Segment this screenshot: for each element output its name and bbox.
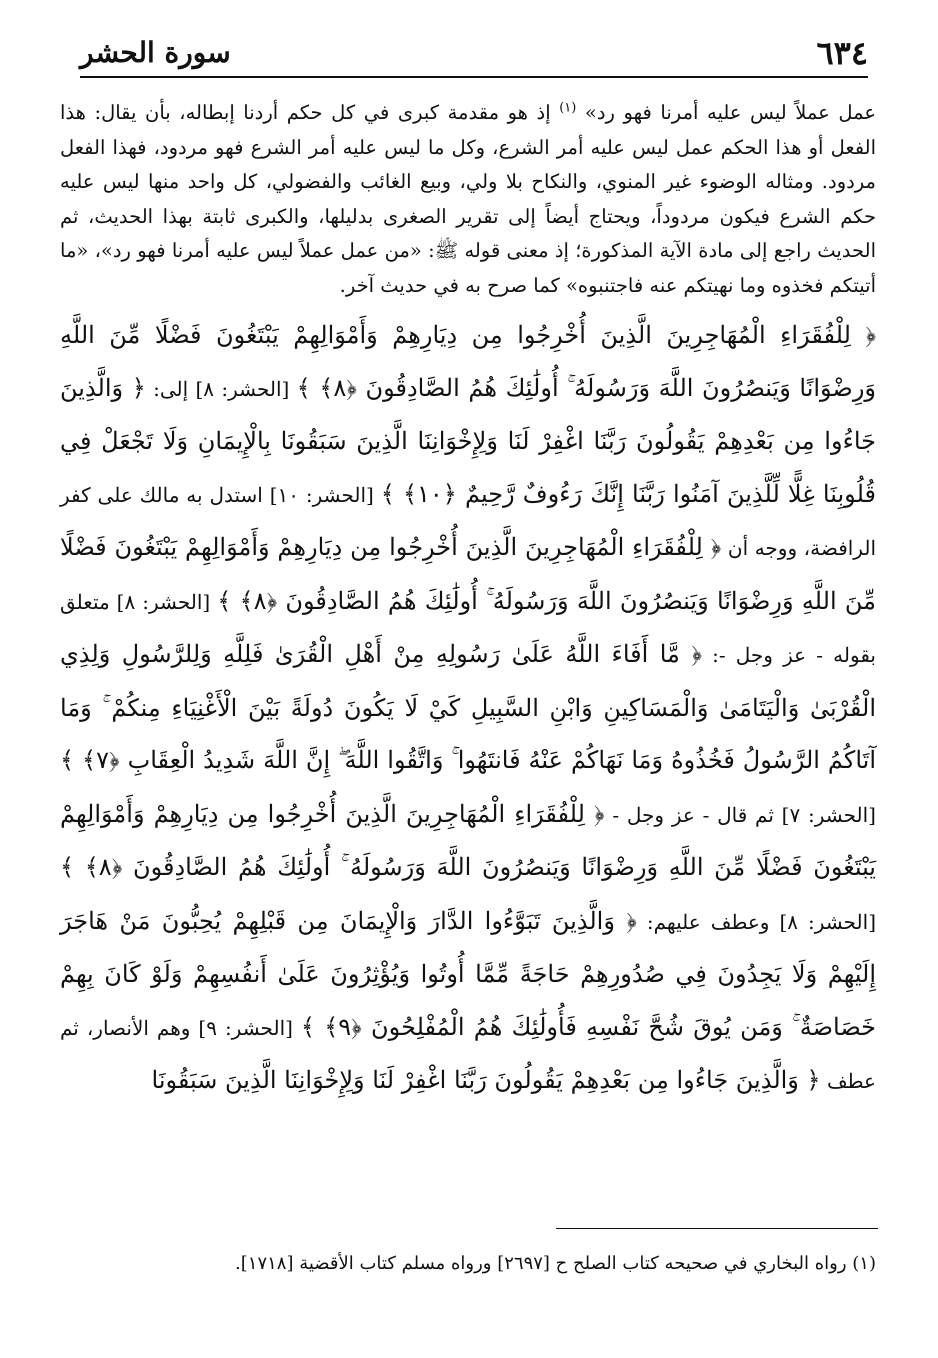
prose-text: عمل عملاً ليس عليه أمرنا فهو رد» (576, 101, 877, 124)
quran-verse: ﴿ وَالَّذِينَ جَاءُوا مِن بَعْدِهِمْ يَقُولُونَ رَبَّنَا اغْفِرْ لَنَا وَلِإِخْوَانِنَا الَّذِينَ سَبَقُونَا (151, 1066, 821, 1094)
quran-verse: ﴿ وَالَّذِينَ جَاءُوا مِن بَعْدِهِمْ يَقُولُونَ رَبَّنَا اغْفِرْ لَنَا وَلِإِخْوَانِنَا الَّذِينَ سَبَقُونَا بِالْإِيمَانِ وَلَا تَجْعَلْ فِي قُلُوبِنَا غِلًّا لِّلَّذِينَ آمَنُوا رَبَّنَا إِنَّكَ رَءُوفٌ رَّحِيمٌ ﴿١٠﴾ ﴾ (60, 373, 876, 508)
page-header (80, 30, 868, 78)
page-number: ٦٣٤ (816, 34, 868, 72)
header-rule (80, 76, 868, 78)
prose-text: إذ هو مقدمة كبرى في كل حكم أردنا إبطاله، بأن يقال: هذا الفعل أو هذا الحكم عمل ليس عليه أمر الشرع، وكل ما ليس عليه أمر الشرع فهو مردود، فهذا الفعل مردود. ومثاله الوضوء غير المنوي، والنكاح بلا ولي، وبيع الغائب والفضولي، كل واحد منها ليس عليه حكم الشرع فيكون مردوداً، ويحتاج أيضاً إلى تقرير الصغرى بدليلها، والكبرى ثابتة بهذا الحديث، ثم الحديث راجع إلى مادة الآية المذكورة؛ إذ معنى قوله ﷺ: «من عمل عملاً ليس عليه أمرنا فهو رد»، «ما أتيتكم فخذوه وما نهيتكم عنه فاجتنبوه» كما صرح به في حديث آخر. (60, 101, 876, 297)
quran-verse: ﴿ لِلْفُقَرَاءِ الْمُهَاجِرِينَ الَّذِينَ أُخْرِجُوا مِن دِيَارِهِمْ وَأَمْوَالِهِمْ يَبْتَغُونَ فَضْلًا مِّنَ اللَّهِ وَرِضْوَانًا وَيَنصُرُونَ اللَّهَ وَرَسُولَهُ ۚ أُولَٰئِكَ هُمُ الصَّادِقُونَ ﴿٨﴾ ﴾ (60, 321, 876, 402)
verse-reference: [الحشر: ٨] وعطف عليهم: (636, 909, 877, 934)
quran-verse: ﴿ لِلْفُقَرَاءِ الْمُهَاجِرِينَ الَّذِينَ أُخْرِجُوا مِن دِيَارِهِمْ وَأَمْوَالِهِمْ يَبْتَغُونَ فَضْلًا مِّنَ اللَّهِ وَرِضْوَانًا وَيَنصُرُونَ اللَّهَ وَرَسُولَهُ ۚ أُولَٰئِكَ هُمُ الصَّادِقُونَ ﴿٨﴾ ﴾ (60, 533, 876, 615)
footnote: (١) رواه البخاري في صحيحه كتاب الصلح ح [٢٦٩٧] ورواه مسلم كتاب الأقضية [١٧١٨]. (235, 1253, 876, 1274)
quran-commentary-paragraph (60, 309, 876, 1108)
verse-reference: [الحشر: ٧] ثم قال - عز وجل - (604, 802, 876, 827)
commentary-paragraph (60, 96, 876, 303)
quran-verse: ﴿ لِلْفُقَرَاءِ الْمُهَاجِرِينَ الَّذِينَ أُخْرِجُوا مِن دِيَارِهِمْ وَأَمْوَالِهِمْ يَبْتَغُونَ فَضْلًا مِّنَ اللَّهِ وَرِضْوَانًا وَيَنصُرُونَ اللَّهَ وَرَسُولَهُ ۚ أُولَٰئِكَ هُمُ الصَّادِقُونَ ﴿٨﴾ ﴾ (60, 799, 876, 881)
verse-reference: [الحشر: ٨] متعلق بقوله - عز وجل -: (60, 589, 876, 667)
quran-verse: ﴿ مَّا أَفَاءَ اللَّهُ عَلَىٰ رَسُولِهِ مِنْ أَهْلِ الْقُرَىٰ فَلِلَّهِ وَلِلرَّسُولِ وَلِذِي الْقُرْبَىٰ وَالْيَتَامَىٰ وَالْمَسَاكِينِ وَابْنِ السَّبِيلِ كَيْ لَا يَكُونَ دُولَةً بَيْنَ الْأَغْنِيَاءِ مِنكُمْ ۚ وَمَا آتَاكُمُ الرَّسُولُ فَخُذُوهُ وَمَا نَهَاكُمْ عَنْهُ فَانتَهُوا ۚ وَاتَّقُوا اللَّهَ ۖ إِنَّ اللَّهَ شَدِيدُ الْعِقَابِ ﴿٧﴾ ﴾ (60, 640, 876, 774)
running-title: سورة الحشر (80, 36, 231, 69)
verse-reference: [الحشر: ٩] وهم الأنصار، ثم عطف (60, 1015, 876, 1093)
quran-verse: ﴿ وَالَّذِينَ تَبَوَّءُوا الدَّارَ وَالْإِيمَانَ مِن قَبْلِهِمْ يُحِبُّونَ مَنْ هَاجَرَ إِلَيْهِمْ وَلَا يَجِدُونَ فِي صُدُورِهِمْ حَاجَةً مِّمَّا أُوتُوا وَيُؤْثِرُونَ عَلَىٰ أَنفُسِهِمْ وَلَوْ كَانَ بِهِمْ خَصَاصَةٌ ۚ وَمَن يُوقَ شُحَّ نَفْسِهِ فَأُولَٰئِكَ هُمُ الْمُفْلِحُونَ ﴿٩﴾ ﴾ (60, 906, 876, 1041)
footnote-marker: (١) (559, 100, 577, 116)
verse-reference: [الحشر: ١٠] استدل به مالك على كفر الرافضة، ووجه أن (60, 482, 876, 560)
verse-reference: [الحشر: ٨] إلى: (145, 376, 297, 401)
page-body (60, 96, 876, 1108)
footnote-rule (556, 1228, 878, 1229)
